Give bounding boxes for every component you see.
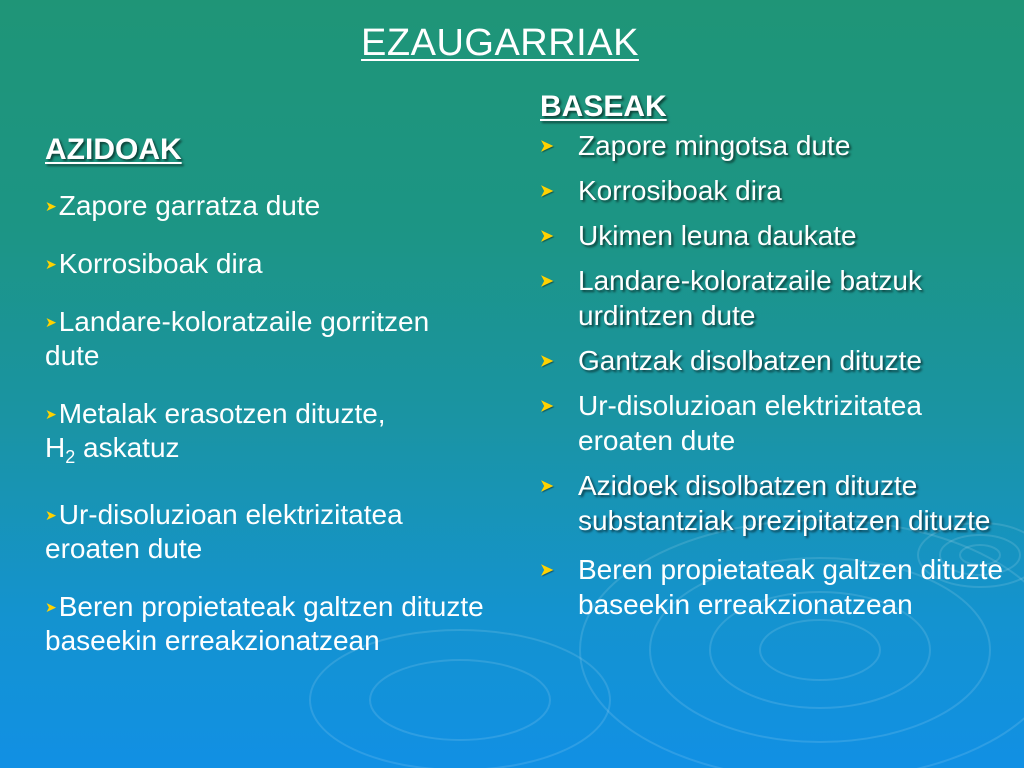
arrow-bullet-icon: ➤ (540, 478, 554, 495)
arrow-bullet-icon: ➤ (540, 183, 554, 200)
arrow-bullet-icon: ➤ (540, 562, 554, 579)
arrow-bullet-icon: ➤ (540, 138, 554, 155)
bases-list (540, 128, 1010, 622)
arrow-bullet-icon: ➤ (45, 507, 57, 523)
acids-column (45, 133, 485, 682)
acids-heading: AZIDOAK (45, 133, 182, 166)
list-item: ➤ Gantzak disolbatzen dituzte (540, 343, 1010, 378)
list-item: ➤ Ukimen leuna daukate (540, 218, 1010, 253)
list-item: ➤Landare-koloratzaile gorritzen dute (45, 306, 430, 371)
list-item: ➤ Ur-disoluzioan elektrizitatea eroaten dute (540, 390, 922, 456)
bases-column (540, 90, 1010, 632)
list-item: ➤ Azidoek disolbatzen dituzte substantziak prezipitatzen dituzte (540, 470, 991, 536)
arrow-bullet-icon: ➤ (540, 353, 554, 370)
list-item: ➤Beren propietateak galtzen dituzte baseekin erreakzionatzean (45, 591, 484, 656)
list-item: ➤Ur-disoluzioan elektrizitatea eroaten dute (45, 499, 403, 564)
list-item: ➤Korrosiboak dira (45, 248, 263, 279)
arrow-bullet-icon: ➤ (45, 256, 57, 272)
page-title: EZAUGARRIAK (361, 22, 639, 64)
arrow-bullet-icon: ➤ (45, 314, 57, 330)
arrow-bullet-icon: ➤ (540, 273, 554, 290)
arrow-bullet-icon: ➤ (45, 599, 57, 615)
arrow-bullet-icon: ➤ (540, 398, 554, 415)
h2-formula: $H_2$ askatuz (45, 432, 180, 467)
list-item: ➤ Beren propietateak galtzen dituzte baseekin erreakzionatzean (540, 554, 1003, 620)
arrow-bullet-icon: ➤ (45, 406, 57, 422)
acids-list (45, 189, 485, 658)
arrow-bullet-icon: ➤ (45, 198, 57, 214)
list-item: ➤ Landare-koloratzaile batzuk urdintzen dute (540, 265, 922, 331)
list-item: ➤ Zapore mingotsa dute (540, 128, 1010, 163)
bases-heading: BASEAK (540, 90, 667, 123)
list-item: ➤ Korrosiboak dira (540, 173, 1010, 208)
list-item: ➤Zapore garratza dute (45, 190, 321, 221)
arrow-bullet-icon: ➤ (540, 228, 554, 245)
list-item: ➤Metalak erasotzen dituzte, $H_2$ askatuz (45, 398, 386, 467)
